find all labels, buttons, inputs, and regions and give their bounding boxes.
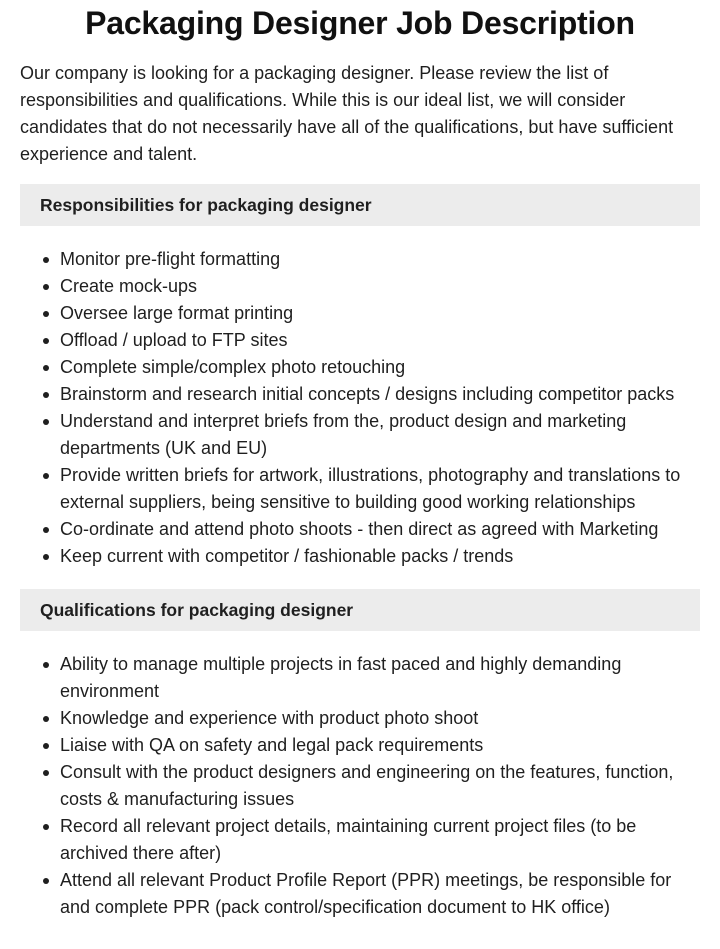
responsibilities-heading: Responsibilities for packaging designer (20, 184, 700, 226)
list-item: Create mock-ups (60, 273, 700, 300)
list-item: Brainstorm and research initial concepts / designs including competitor packs (60, 381, 700, 408)
list-item: Record all relevant project details, maintaining current project files (to be archived there after) (60, 813, 700, 867)
qualifications-heading: Qualifications for packaging designer (20, 589, 700, 631)
list-item: Ability to manage multiple projects in fast paced and highly demanding environment (60, 651, 700, 705)
responsibilities-list (20, 246, 700, 570)
qualifications-list (20, 651, 700, 921)
list-item: Keep current with competitor / fashionable packs / trends (60, 543, 700, 570)
page-title: Packaging Designer Job Description (85, 5, 635, 41)
list-item: Attend all relevant Product Profile Report (PPR) meetings, be responsible for and complete PPR (pack control/specification document to HK office) (60, 867, 700, 921)
list-item: Consult with the product designers and engineering on the features, function, costs & manufacturing issues (60, 759, 700, 813)
list-item: Understand and interpret briefs from the, product design and marketing departments (UK and EU) (60, 408, 700, 462)
list-item: Monitor pre-flight formatting (60, 246, 700, 273)
list-item: Liaise with QA on safety and legal pack requirements (60, 732, 700, 759)
list-item: Co-ordinate and attend photo shoots - then direct as agreed with Marketing (60, 516, 700, 543)
list-item: Complete simple/complex photo retouching (60, 354, 700, 381)
list-item: Knowledge and experience with product photo shoot (60, 705, 700, 732)
list-item: Oversee large format printing (60, 300, 700, 327)
list-item: Provide written briefs for artwork, illustrations, photography and translations to external suppliers, being sensitive to building good working relationships (60, 462, 700, 516)
list-item: Offload / upload to FTP sites (60, 327, 700, 354)
intro-paragraph: Our company is looking for a packaging designer. Please review the list of responsibilities and qualifications. While this is our ideal list, we will consider candidates that do not necessarily have all of the qualifications, but have sufficient experience and talent. (20, 63, 674, 164)
